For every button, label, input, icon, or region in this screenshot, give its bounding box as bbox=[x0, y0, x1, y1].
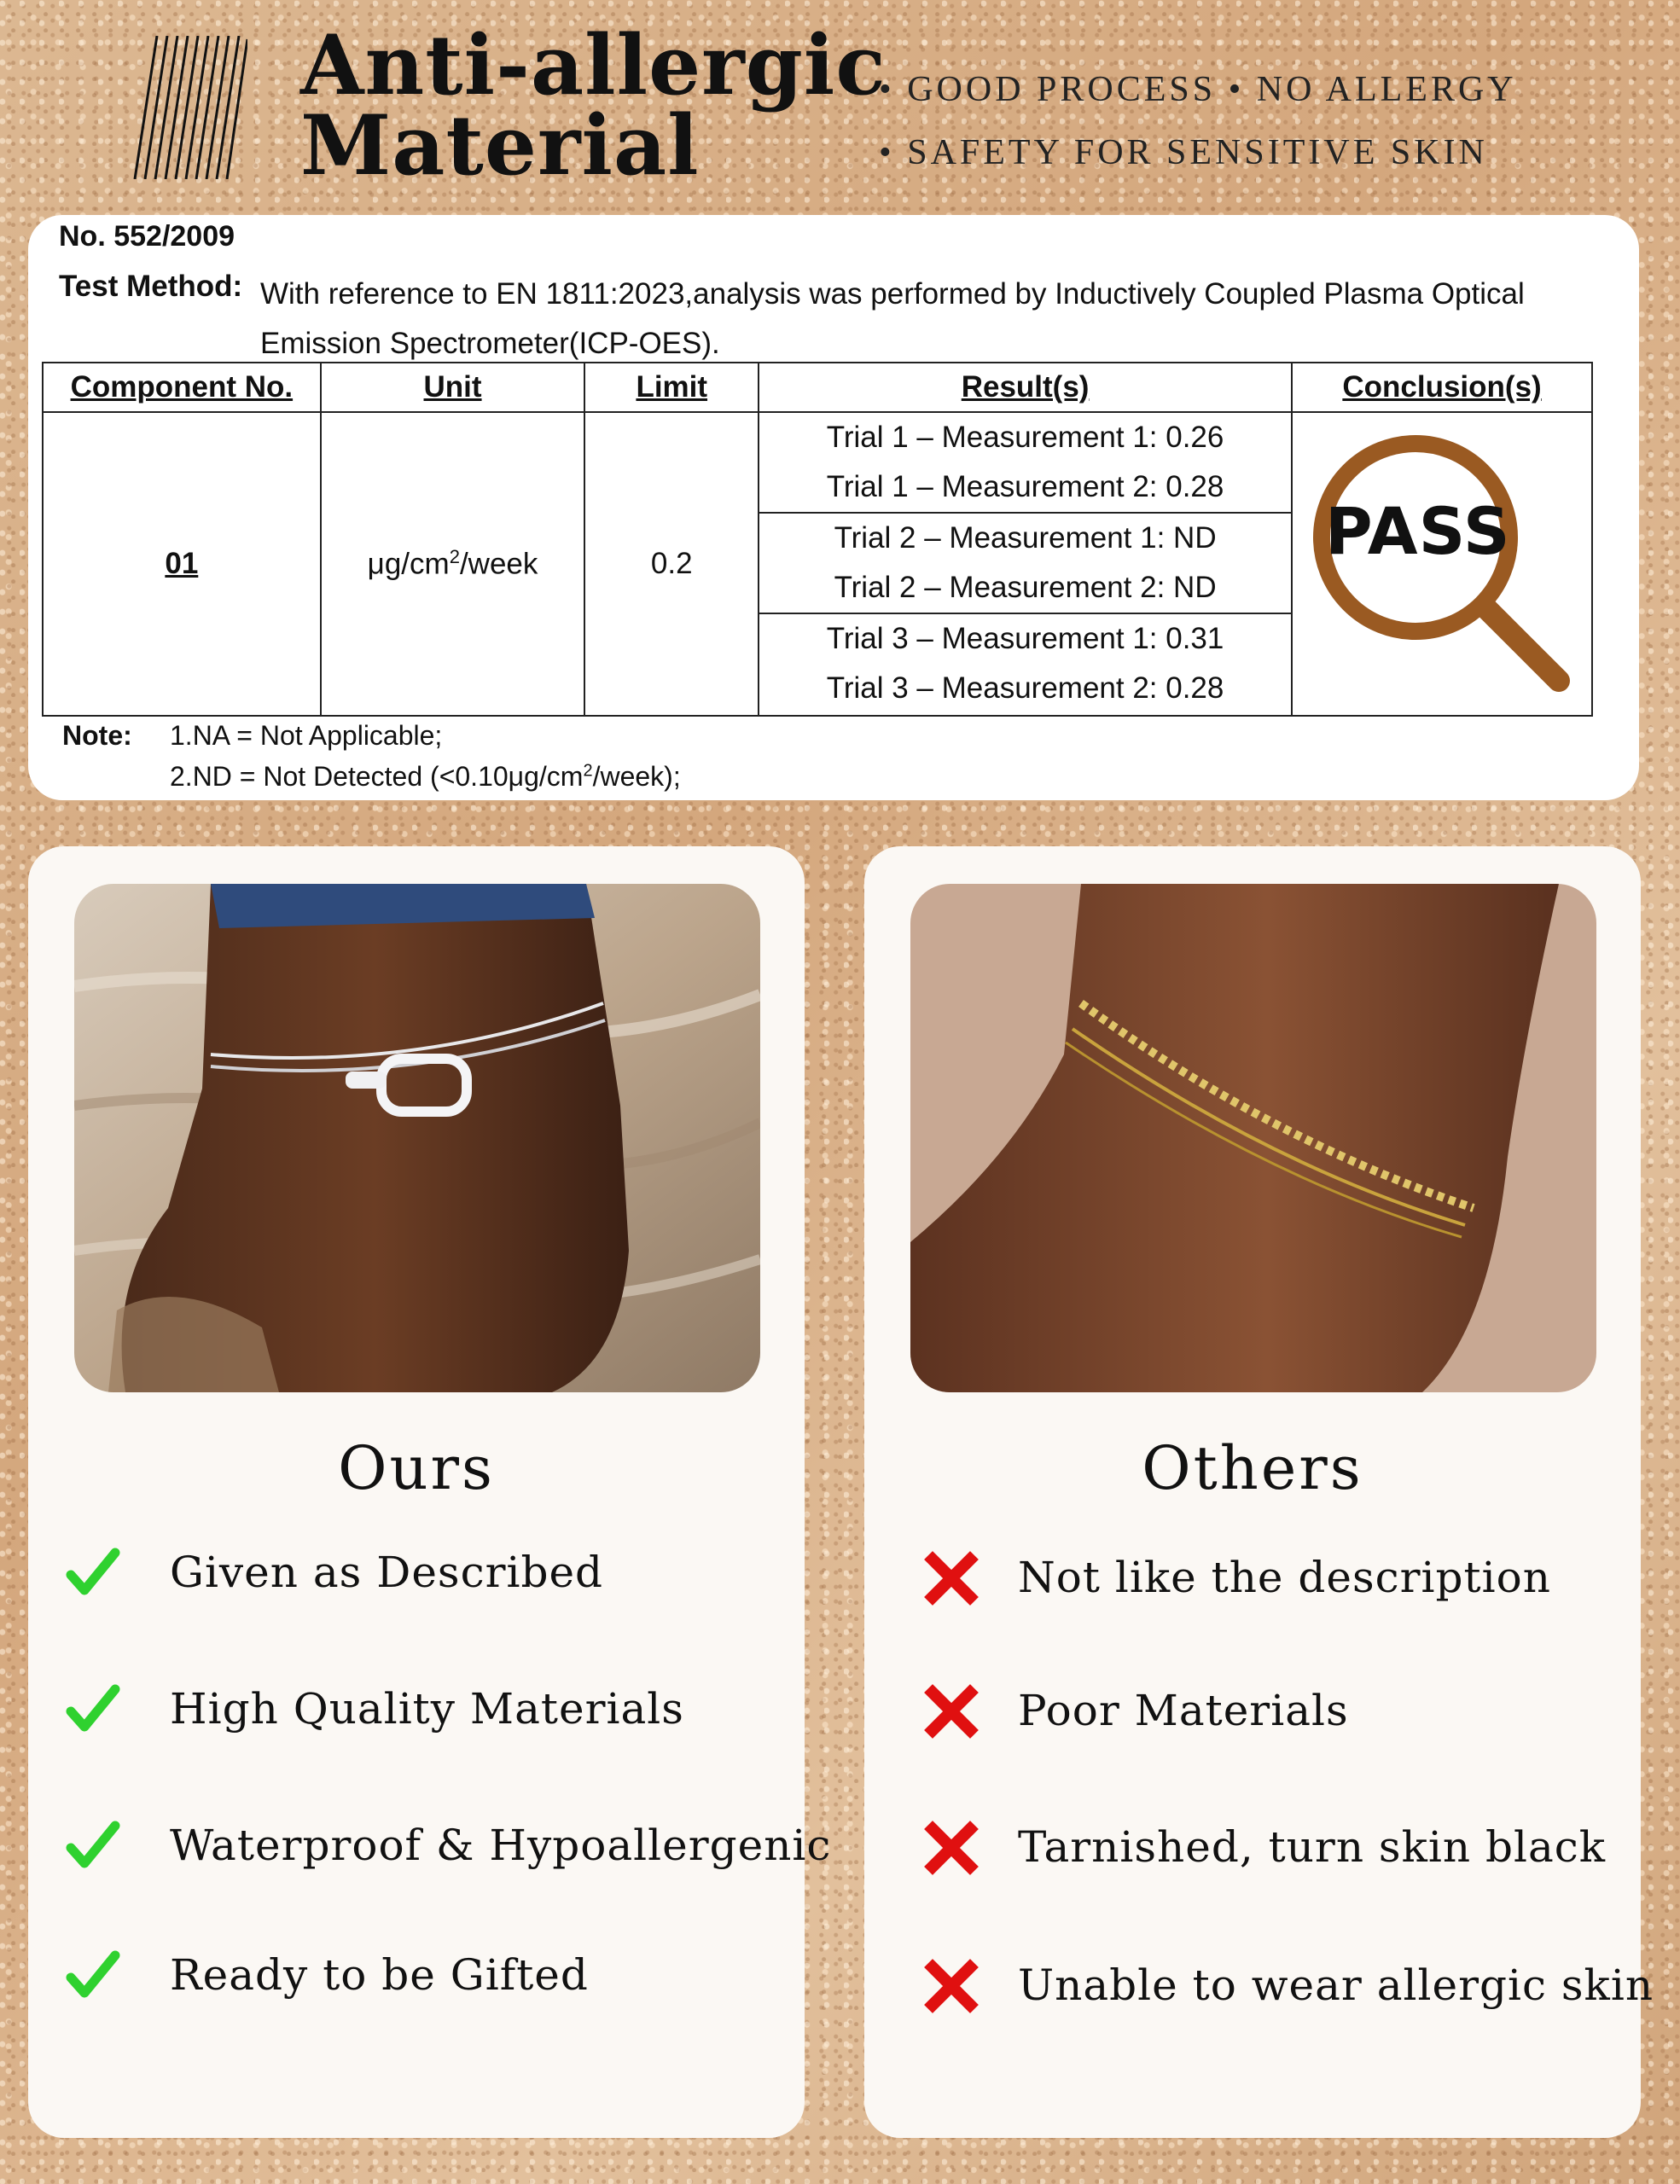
results-cell bbox=[759, 412, 1292, 716]
cross-icon bbox=[924, 1684, 979, 1739]
conclusion-cell bbox=[1292, 412, 1592, 716]
ours-card bbox=[28, 846, 832, 2138]
result-line: Trial 1 – Measurement 2: 0.28 bbox=[826, 470, 1224, 503]
others-feature-label: Poor Materials bbox=[1018, 1686, 1349, 1735]
others-feature-item bbox=[924, 1551, 1658, 1611]
others-card bbox=[864, 846, 1654, 2138]
pass-magnifier bbox=[1310, 432, 1574, 696]
component-number: 01 bbox=[43, 412, 321, 716]
silver-anklet-illustration bbox=[74, 884, 760, 1392]
checkmark-icon bbox=[66, 1819, 120, 1873]
others-feature-item bbox=[924, 1959, 1658, 2018]
report-number: No. 552/2009 bbox=[59, 220, 235, 253]
unit-cell bbox=[321, 412, 585, 716]
header-bullets bbox=[879, 58, 1517, 184]
ours-feature-item bbox=[66, 1949, 799, 2008]
others-feature-label: Not like the description bbox=[1018, 1553, 1551, 1602]
cross-icon bbox=[924, 1821, 979, 1875]
column-header: Conclusion(s) bbox=[1292, 363, 1592, 412]
test-method-text: With reference to EN 1811:2023,analysis was performed by Inductively Coupled Plasma Optical Emission Spectrometer(ICP-OES). bbox=[260, 277, 1525, 360]
title-line-1: Anti-allergic bbox=[300, 17, 887, 113]
checkmark-icon bbox=[66, 1949, 120, 2003]
result-line: Trial 3 – Measurement 2: 0.28 bbox=[826, 671, 1224, 705]
result-line: Trial 2 – Measurement 1: ND bbox=[834, 521, 1217, 555]
result-line: Trial 2 – Measurement 2: ND bbox=[834, 571, 1217, 604]
trial-group bbox=[759, 514, 1291, 614]
table-header-row bbox=[43, 363, 1592, 412]
ours-feature-item bbox=[66, 1682, 799, 1742]
checkmark-icon bbox=[66, 1682, 120, 1737]
ours-feature-label: Given as Described bbox=[170, 1548, 604, 1597]
note-nd-text: 2.ND = Not Detected (<0.10μg/cm bbox=[170, 761, 584, 792]
trial-group bbox=[759, 614, 1291, 713]
header bbox=[0, 0, 1680, 205]
ours-feature-item bbox=[66, 1546, 799, 1606]
unit-suffix: /week bbox=[459, 547, 538, 581]
ours-feature-label: High Quality Materials bbox=[170, 1684, 684, 1734]
column-header: Result(s) bbox=[759, 363, 1292, 412]
limit-cell: 0.2 bbox=[584, 412, 759, 716]
ours-feature-item bbox=[66, 1819, 832, 1879]
note-nd-superscript: 2 bbox=[583, 761, 593, 781]
pass-label: PASS bbox=[1325, 493, 1511, 569]
others-feature-label: Tarnished, turn skin black bbox=[1018, 1822, 1607, 1872]
table-row bbox=[43, 412, 1592, 716]
gold-anklet-illustration bbox=[910, 884, 1596, 1392]
column-header: Limit bbox=[584, 363, 759, 412]
unit-text: μg/cm bbox=[367, 547, 450, 581]
others-feature-item bbox=[924, 1821, 1658, 1880]
diagonal-stripes-decoration bbox=[119, 36, 247, 179]
checkmark-icon bbox=[66, 1546, 120, 1600]
column-header: Component No. bbox=[43, 363, 321, 412]
column-header: Unit bbox=[321, 363, 585, 412]
page-title bbox=[300, 17, 887, 194]
others-feature-label: Unable to wear allergic skin bbox=[1018, 1960, 1654, 2010]
note-na: 1.NA = Not Applicable; bbox=[170, 720, 443, 751]
unit-superscript: 2 bbox=[449, 546, 460, 568]
cross-icon bbox=[924, 1959, 979, 2013]
ours-title: Ours bbox=[338, 1433, 495, 1503]
others-title: Others bbox=[1142, 1433, 1363, 1503]
note-nd-suffix: /week); bbox=[592, 761, 681, 792]
cross-icon bbox=[924, 1551, 979, 1606]
note-nd bbox=[170, 761, 681, 793]
ours-feature-label: Waterproof & Hypoallergenic bbox=[170, 1821, 832, 1870]
gold-anklet-photo bbox=[910, 884, 1596, 1392]
others-feature-item bbox=[924, 1684, 1658, 1744]
bullet-good-process: • GOOD PROCESS • NO ALLERGY bbox=[879, 70, 1517, 109]
title-line-2: Material bbox=[300, 97, 700, 194]
result-line: Trial 1 – Measurement 1: 0.26 bbox=[826, 421, 1224, 454]
silver-anklet-photo bbox=[74, 884, 760, 1392]
test-method-label: Test Method: bbox=[59, 270, 243, 303]
trial-group bbox=[759, 413, 1291, 514]
result-line: Trial 3 – Measurement 1: 0.31 bbox=[826, 622, 1224, 655]
test-report-card bbox=[28, 215, 1639, 800]
bullet-safety: • SAFETY FOR SENSITIVE SKIN bbox=[879, 133, 1488, 172]
ours-feature-label: Ready to be Gifted bbox=[170, 1950, 589, 2000]
note-label: Note: bbox=[62, 720, 132, 751]
results-table bbox=[42, 362, 1593, 717]
